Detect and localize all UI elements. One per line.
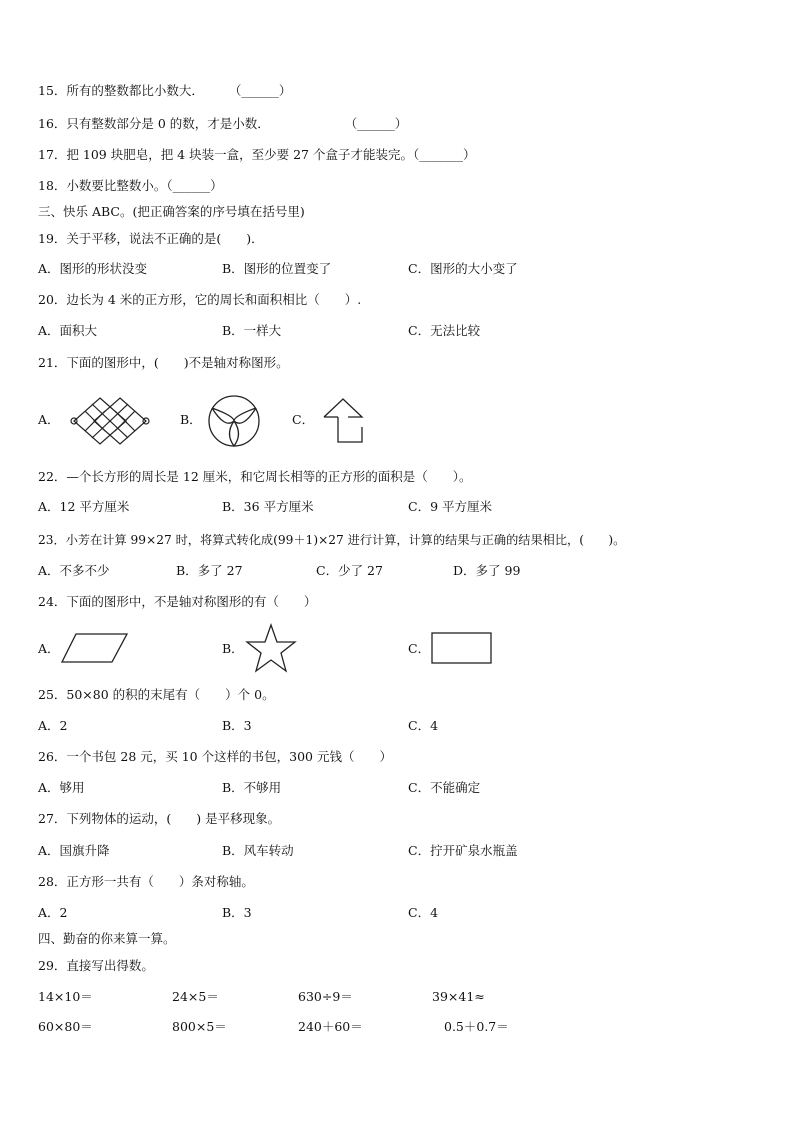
question-15: 15．所有的整数都比小数大． （______） xyxy=(38,83,292,98)
question-23-option-c: C．少了 27 xyxy=(316,563,383,578)
question-25-option-a: A．2 xyxy=(38,718,68,733)
question-28-option-b: B．3 xyxy=(222,905,252,920)
rectangle-figure xyxy=(430,631,494,665)
question-23-option-b: B．多了 27 xyxy=(176,563,243,578)
question-20: 20．边长为 4 米的正方形，它的周长和面积相比（ ）. xyxy=(38,292,362,307)
question-23-option-d: D．多了 99 xyxy=(453,563,521,578)
calc-item: 60×80＝ xyxy=(38,1019,93,1034)
question-24-option-c: C． xyxy=(408,641,431,656)
calc-item: 800×5＝ xyxy=(172,1019,227,1034)
question-26-option-a: A．够用 xyxy=(38,780,85,795)
question-25: 25．50×80 的积的末尾有（ ）个 0。 xyxy=(38,687,275,702)
question-20-option-b: B．一样大 xyxy=(222,323,282,338)
calc-item: 0.5＋0.7＝ xyxy=(444,1019,509,1034)
question-27-option-a: A．国旗升降 xyxy=(38,843,110,858)
question-16: 16．只有整数部分是 0 的数，才是小数． （______） xyxy=(38,116,408,131)
question-21-option-b: B． xyxy=(180,412,202,427)
question-19-option-b: B．图形的位置变了 xyxy=(222,261,332,276)
calc-item: 630÷9＝ xyxy=(298,989,353,1004)
question-19-option-a: A．图形的形状没变 xyxy=(38,261,148,276)
question-26-option-c: C．不能确定 xyxy=(408,780,481,795)
circle-trefoil-figure xyxy=(207,394,261,448)
question-24-option-a: A． xyxy=(38,641,60,656)
question-29: 29．直接写出得数。 xyxy=(38,958,154,973)
question-21-option-a: A． xyxy=(38,412,60,427)
question-23-option-a: A．不多不少 xyxy=(38,563,110,578)
question-19-option-c: C．图形的大小变了 xyxy=(408,261,518,276)
question-27-option-c: C．拧开矿泉水瓶盖 xyxy=(408,843,518,858)
arrow-shape-figure xyxy=(322,397,366,445)
interlaced-knot-figure xyxy=(70,396,150,446)
section-4-heading: 四、勤奋的你来算一算。 xyxy=(38,931,176,946)
question-23: 23．小芳在计算 99×27 时，将算式转化成(99＋1)×27 进行计算，计算的结果与正确的结果相比，( )。 xyxy=(38,533,626,547)
question-27: 27．下列物体的运动，( ) 是平移现象。 xyxy=(38,811,281,826)
calc-item: 240＋60＝ xyxy=(298,1019,363,1034)
question-28-option-a: A．2 xyxy=(38,905,68,920)
calc-item: 39×41≈ xyxy=(432,989,485,1004)
question-21: 21．下面的图形中，( )不是轴对称图形。 xyxy=(38,355,289,370)
question-25-option-c: C．4 xyxy=(408,718,439,733)
question-19: 19．关于平移，说法不正确的是( )． xyxy=(38,231,264,246)
question-17: 17．把 109 块肥皂，把 4 块装一盒，至少要 27 个盒子才能装完。（_______） xyxy=(38,147,476,162)
parallelogram-figure xyxy=(60,632,130,664)
question-28-option-c: C．4 xyxy=(408,905,439,920)
question-21-option-c: C． xyxy=(292,412,315,427)
question-25-option-b: B．3 xyxy=(222,718,252,733)
star-figure xyxy=(244,623,298,673)
calc-item: 24×5＝ xyxy=(172,989,219,1004)
question-22: 22．—个长方形的周长是 12 厘米，和它周长相等的正方形的面积是（ ）。 xyxy=(38,469,472,484)
question-22-option-c: C．9 平方厘米 xyxy=(408,499,492,514)
question-24: 24．下面的图形中，不是轴对称图形的有（ ） xyxy=(38,594,317,609)
question-22-option-a: A．12 平方厘米 xyxy=(38,499,130,514)
question-26: 26．一个书包 28 元，买 10 个这样的书包，300 元钱（ ） xyxy=(38,749,392,764)
question-20-option-c: C．无法比较 xyxy=(408,323,481,338)
question-26-option-b: B．不够用 xyxy=(222,780,282,795)
question-20-option-a: A．面积大 xyxy=(38,323,98,338)
question-18: 18．小数要比整数小。（______） xyxy=(38,178,223,193)
question-28: 28．正方形一共有（ ）条对称轴。 xyxy=(38,874,254,889)
section-3-heading: 三、快乐 ABC。(把正确答案的序号填在括号里) xyxy=(38,204,305,219)
question-27-option-b: B．风车转动 xyxy=(222,843,294,858)
question-22-option-b: B．36 平方厘米 xyxy=(222,499,314,514)
calc-item: 14×10＝ xyxy=(38,989,93,1004)
question-24-option-b: B． xyxy=(222,641,244,656)
